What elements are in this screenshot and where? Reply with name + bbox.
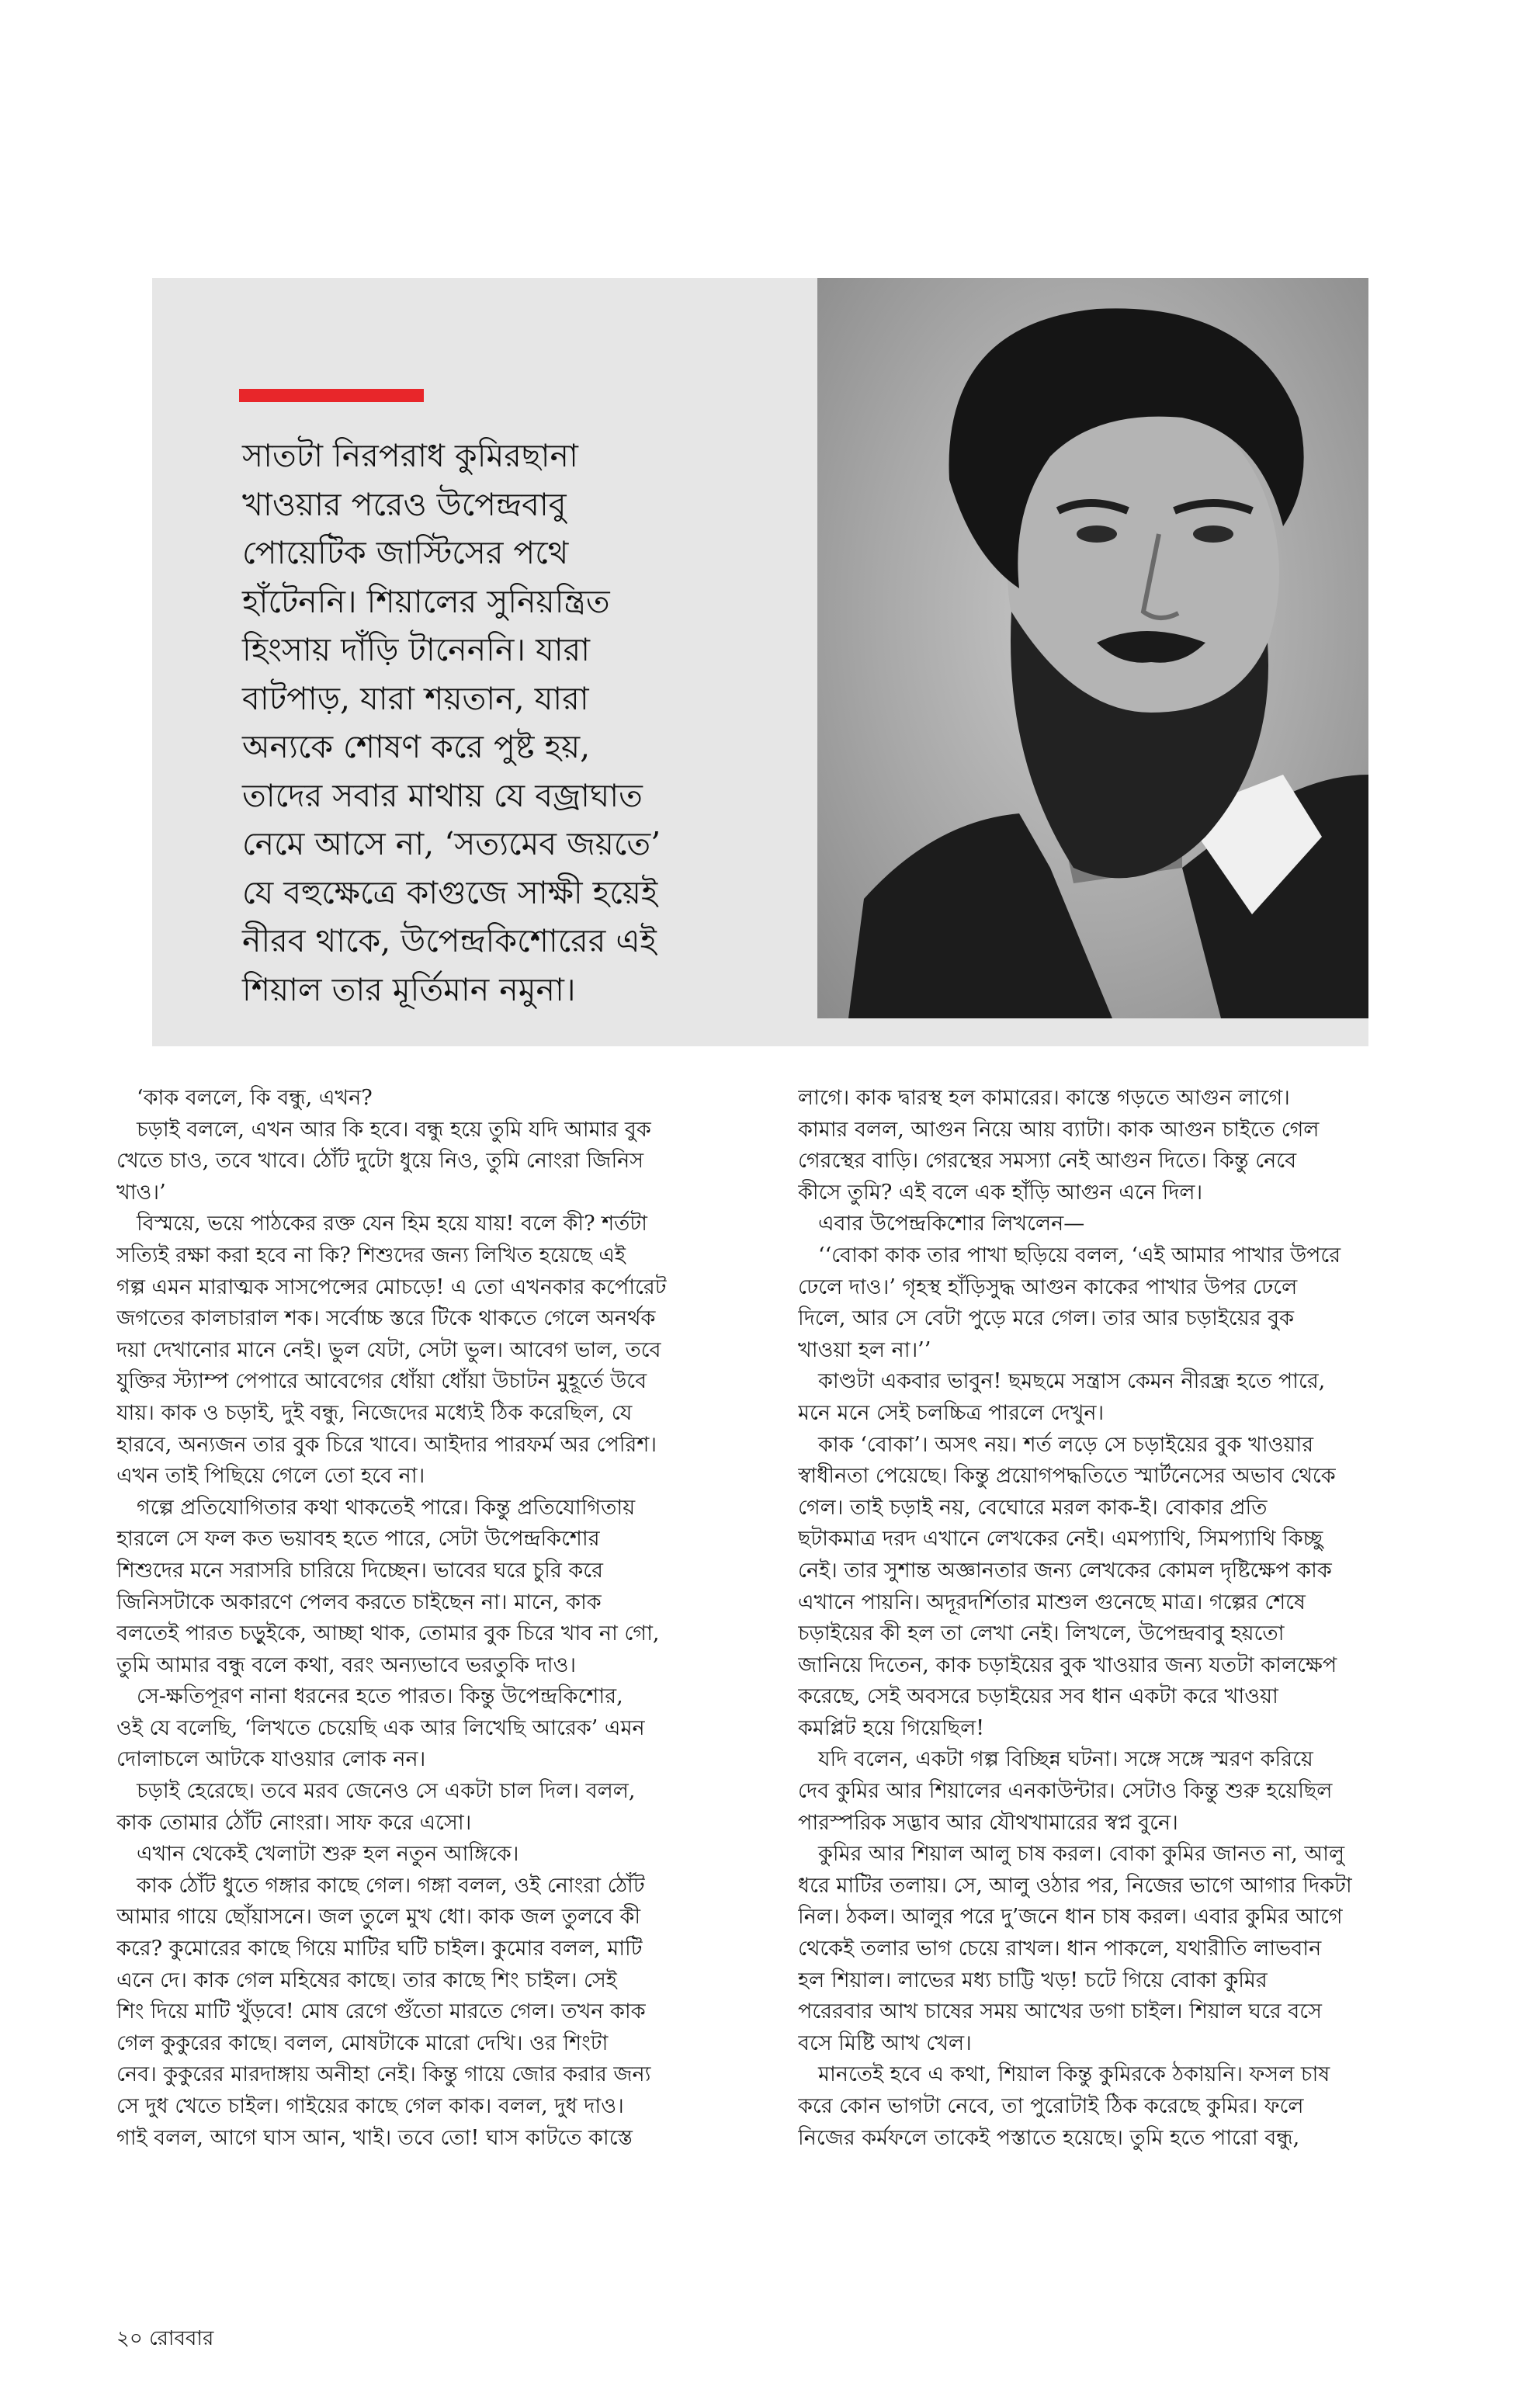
portrait-illustration	[817, 278, 1368, 1018]
article-line: হারবে, অন্যজন তার বুক চিরে খাবে। আইদার পারফর্ম অর পেরিশ।	[116, 1432, 657, 1457]
article-line: এবার উপেন্দ্রকিশোর লিখলেন—	[818, 1212, 1085, 1236]
article-line: চড়াইয়ের কী হল তা লেখা নেই। লিখলে, উপেন্দ্রবাবু হয়তো	[798, 1621, 1285, 1646]
article-line: কামার বলল, আগুন নিয়ে আয় ব্যাটা। কাক আগুন চাইতে গেল	[798, 1117, 1320, 1142]
pull-quote-line: সাতটা নিরপরাধ কুমিরছানা	[242, 437, 578, 474]
article-line: কমপ্লিট হয়ে গিয়েছিল!	[798, 1715, 985, 1740]
portrait-eye-left	[1077, 525, 1117, 543]
article-line: যদি বলেন, একটা গল্প বিচ্ছিন্ন ঘটনা। সঙ্গে সঙ্গে স্মরণ করিয়ে	[818, 1747, 1313, 1772]
pull-quote-line: যে বহুক্ষেত্রে কাগুজে সাক্ষী হয়েই	[242, 873, 658, 911]
article-line: পারস্পরিক সদ্ভাব আর যৌথখামারের স্বপ্ন বুনে।	[798, 1810, 1178, 1835]
portrait-eye-right	[1193, 525, 1233, 543]
article-line: ওই যে বলেছি, ‘লিখতে চেয়েছি এক আর লিখেছি আরেক’ এমন	[116, 1715, 645, 1740]
article-line: শিং দিয়ে মাটি খুঁড়বে! মোষ রেগে গুঁতো মারতে গেল। তখন কাক	[116, 1999, 646, 2024]
article-line: দয়া দেখানোর মানে নেই। ভুল যেটা, সেটা ভুল। আবেগ ভাল, তবে	[116, 1337, 661, 1362]
article-line: গেরস্থের বাড়ি। গেরস্থের সমস্যা নেই আগুন দিতে। কিন্তু নেবে	[798, 1149, 1297, 1174]
article-line: চড়াই বললে, এখন আর কি হবে। বন্ধু হয়ে তুমি যদি আমার বুক	[137, 1117, 651, 1142]
article-line: পরেরবার আখ চাষের সময় আখের ডগা চাইল। শিয়াল ঘরে বসে	[798, 1999, 1322, 2024]
article-line: নেই। তার সুশান্ত অজ্ঞানতার জন্য লেখকের কোমল দৃষ্টিক্ষেপ কাক	[798, 1558, 1332, 1583]
pull-quote-line: শিয়াল তার মূর্তিমান নমুনা।	[242, 970, 576, 1008]
article-line: গল্প এমন মারাত্মক সাসপেন্সের মোচড়ে! এ তো এখনকার কর্পোরেট	[116, 1275, 667, 1299]
article-line: সে-ক্ষতিপূরণ নানা ধরনের হতে পারত। কিন্তু উপেন্দ্রকিশোর,	[137, 1684, 623, 1709]
article-line: তুমি আমার বন্ধু বলে কথা, বরং অন্যভাবে ভরতুকি দাও।	[116, 1653, 577, 1677]
article-column-right	[798, 1083, 1376, 2154]
pull-quote	[242, 432, 786, 1014]
pull-quote-line: খাওয়ার পরেও উপেন্দ্রবাবু	[242, 485, 567, 523]
article-line: গেল কুকুরের কাছে। বলল, মোষটাকে মারো দেখি। ওর শিংটা	[116, 2031, 609, 2055]
article-line: করে কোন ভাগটা নেবে, তা পুরোটাই ঠিক করেছে কুমির। ফলে	[798, 2094, 1304, 2118]
article-line: নিজের কর্মফলে তাকেই পস্তাতে হয়েছে। তুমি হতে পারো বন্ধু,	[798, 2125, 1300, 2150]
article-line: ছটাকমাত্র দরদ এখানে লেখকের নেই। এমপ্যাথি, সিমপ্যাথি কিচ্ছু	[798, 1527, 1323, 1552]
article-line: খাওয়া হল না।’’	[798, 1337, 931, 1362]
pull-quote-line: তাদের সবার মাথায় যে বজ্রাঘাত	[242, 776, 643, 814]
article-line: সে দুধ খেতে চাইল। গাইয়ের কাছে গেল কাক। বলল, দুধ দাও।	[116, 2094, 624, 2118]
article-line: গাই বলল, আগে ঘাস আন, খাই। তবে তো! ঘাস কাটতে কাস্তে	[116, 2125, 633, 2150]
pull-quote-line: নীরব থাকে, উপেন্দ্রকিশোরের এই	[242, 922, 657, 959]
article-line: এখান থেকেই খেলাটা শুরু হল নতুন আঙ্গিকে।	[137, 1842, 519, 1867]
article-line: কুমির আর শিয়াল আলু চাষ করল। বোকা কুমির জানত না, আলু	[818, 1842, 1345, 1867]
article-line: গেল। তাই চড়াই নয়, বেঘোরে মরল কাক-ই। বোকার প্রতি	[798, 1495, 1268, 1520]
article-line: দিলে, আর সে বেটা পুড়ে মরে গেল। তার আর চড়াইয়ের বুক	[798, 1306, 1295, 1331]
article-line: মানতেই হবে এ কথা, শিয়াল কিন্তু কুমিরকে ঠকায়নি। ফসল চাষ	[818, 2062, 1330, 2087]
article-line: কাক ঠোঁট ধুতে গঙ্গার কাছে গেল। গঙ্গা বলল, ওই নোংরা ঠোঁট	[137, 1873, 645, 1898]
page-folio: ২০ রোববার	[116, 2327, 214, 2350]
pull-quote-line: হিংসায় দাঁড়ি টানেননি। যারা	[242, 631, 591, 668]
article-line: কাণ্ডটা একবার ভাবুন! ছমছমে সন্ত্রাস কেমন নীরন্ধ্র হতে পারে,	[818, 1369, 1326, 1394]
article-line: নেব। কুকুরের মারদাঙ্গায় অনীহা নেই। কিন্তু গায়ে জোর করার জন্য	[116, 2062, 651, 2087]
article-line: শিশুদের মনে সরাসরি চারিয়ে দিচ্ছেন। ভাবের ঘরে চুরি করে	[116, 1558, 603, 1583]
article-line: এখানে পায়নি। অদূরদর্শিতার মাশুল গুনেছে মাত্র। গল্পের শেষে	[798, 1590, 1306, 1614]
article-line: যুক্তির স্ট্যাম্প পেপারে আবেগের ধোঁয়া ধোঁয়া উচাটন মুহূর্তে উবে	[116, 1369, 647, 1394]
pull-quote-line: নেমে আসে না, ‘সত্যমেব জয়তে’	[242, 825, 661, 862]
article-line: খাও।’	[116, 1180, 166, 1205]
article-line: ধরে মাটির তলায়। সে, আলু ওঠার পর, নিজের ভাগে আগার দিকটা	[798, 1873, 1352, 1898]
article-line: কাক তোমার ঠোঁট নোংরা। সাফ করে এসো।	[116, 1810, 472, 1835]
article-line: হারলে সে ফল কত ভয়াবহ হতে পারে, সেটা উপেন্দ্রকিশোর	[116, 1527, 600, 1552]
pull-quote-line: পোয়েটিক জাস্টিসের পথে	[242, 534, 569, 571]
portrait-photo	[817, 278, 1368, 1018]
article-line: সত্যিই রক্ষা করা হবে না কি? শিশুদের জন্য লিখিত হয়েছে এই	[116, 1243, 626, 1268]
article-line: বিস্ময়ে, ভয়ে পাঠকের রক্ত যেন হিম হয়ে যায়! বলে কী? শর্তটা	[137, 1212, 647, 1236]
pull-quote-line: অন্যকে শোষণ করে পুষ্ট হয়,	[242, 728, 591, 765]
article-line: ‘‘বোকা কাক তার পাখা ছড়িয়ে বলল, ‘এই আমার পাখার উপরে	[818, 1243, 1341, 1268]
article-column-left	[116, 1083, 687, 2154]
article-line: দোলাচলে আটকে যাওয়ার লোক নন।	[116, 1747, 426, 1772]
article-line: কীসে তুমি? এই বলে এক হাঁড়ি আগুন এনে দিল।	[798, 1180, 1203, 1205]
pull-quote-line: বাটপাড়, যারা শয়তান, যারা	[242, 679, 589, 717]
article-line: দেব কুমির আর শিয়ালের এনকাউন্টার। সেটাও কিন্তু শুরু হয়েছিল	[798, 1779, 1333, 1804]
article-line: স্বাধীনতা পেয়েছে। কিন্তু প্রয়োগপদ্ধতিতে স্মার্টনেসের অভাব থেকে	[798, 1464, 1336, 1489]
article-line: থেকেই তলার ভাগ চেয়ে রাখল। ধান পাকলে, যথারীতি লাভবান	[798, 1937, 1322, 1961]
article-line: করে? কুমোরের কাছে গিয়ে মাটির ঘটি চাইল। কুমোর বলল, মাটি	[116, 1937, 643, 1961]
pull-quote-line: হাঁটেননি। শিয়ালের সুনিয়ন্ত্রিত	[242, 582, 610, 620]
article-line: এখন তাই পিছিয়ে গেলে তো হবে না।	[116, 1464, 425, 1489]
article-line: গল্পে প্রতিযোগিতার কথা থাকতেই পারে। কিন্তু প্রতিযোগিতায়	[137, 1495, 636, 1520]
accent-bar	[239, 389, 424, 402]
article-line: জগতের কালচারাল শক। সর্বোচ্চ স্তরে টিকে থাকতে গেলে অনর্থক	[116, 1306, 656, 1331]
article-line: বসে মিষ্টি আখ খেল।	[798, 2031, 972, 2055]
article-line: বলতেই পারত চড়ুইকে, আচ্ছা থাক, তোমার বুক চিরে খাব না গো,	[116, 1621, 660, 1646]
article-line: ঢেলে দাও।’ গৃহস্থ হাঁড়িসুদ্ধ আগুন কাকের পাখার উপর ঢেলে	[798, 1275, 1298, 1299]
article-line: কাক ‘বোকা’। অসৎ নয়। শর্ত লড়ে সে চড়াইয়ের বুক খাওয়ার	[818, 1432, 1314, 1457]
article-line: হল শিয়াল। লাভের মধ্য চাট্টি খড়! চটে গিয়ে বোকা কুমির	[798, 1968, 1268, 1992]
article-line: জানিয়ে দিতেন, কাক চড়াইয়ের বুক খাওয়ার জন্য যতটা কালক্ষেপ	[798, 1653, 1337, 1677]
article-line: চড়াই হেরেছে। তবে মরব জেনেও সে একটা চাল দিল। বলল,	[137, 1779, 636, 1804]
article-line: লাগে। কাক দ্বারস্থ হল কামারের। কাস্তে গড়তে আগুন লাগে।	[798, 1086, 1290, 1110]
article-line: মনে মনে সেই চলচ্চিত্র পারলে দেখুন।	[798, 1400, 1105, 1425]
article-line: যায়। কাক ও চড়াই, দুই বন্ধু, নিজেদের মধ্যেই ঠিক করেছিল, যে	[116, 1400, 633, 1425]
article-line: এনে দে। কাক গেল মহিষের কাছে। তার কাছে শিং চাইল। সেই	[116, 1968, 617, 1992]
article-line: করেছে, সেই অবসরে চড়াইয়ের সব ধান একটা করে খাওয়া	[798, 1684, 1278, 1709]
article-line: খেতে চাও, তবে খাবে। ঠোঁট দুটো ধুয়ে নিও, তুমি নোংরা জিনিস	[116, 1149, 644, 1174]
article-line: নিল। ঠকল। আলুর পরে দু’জনে ধান চাষ করল। এবার কুমির আগে	[798, 1905, 1343, 1930]
article-line: আমার গায়ে ছোঁয়াসনে। জল তুলে মুখ ধো। কাক জল তুলবে কী	[116, 1905, 641, 1930]
article-line: জিনিসটাকে অকারণে পেলব করতে চাইছেন না। মানে, কাক	[116, 1590, 602, 1614]
article-line: ‘কাক বললে, কি বন্ধু, এখন?	[137, 1086, 373, 1110]
